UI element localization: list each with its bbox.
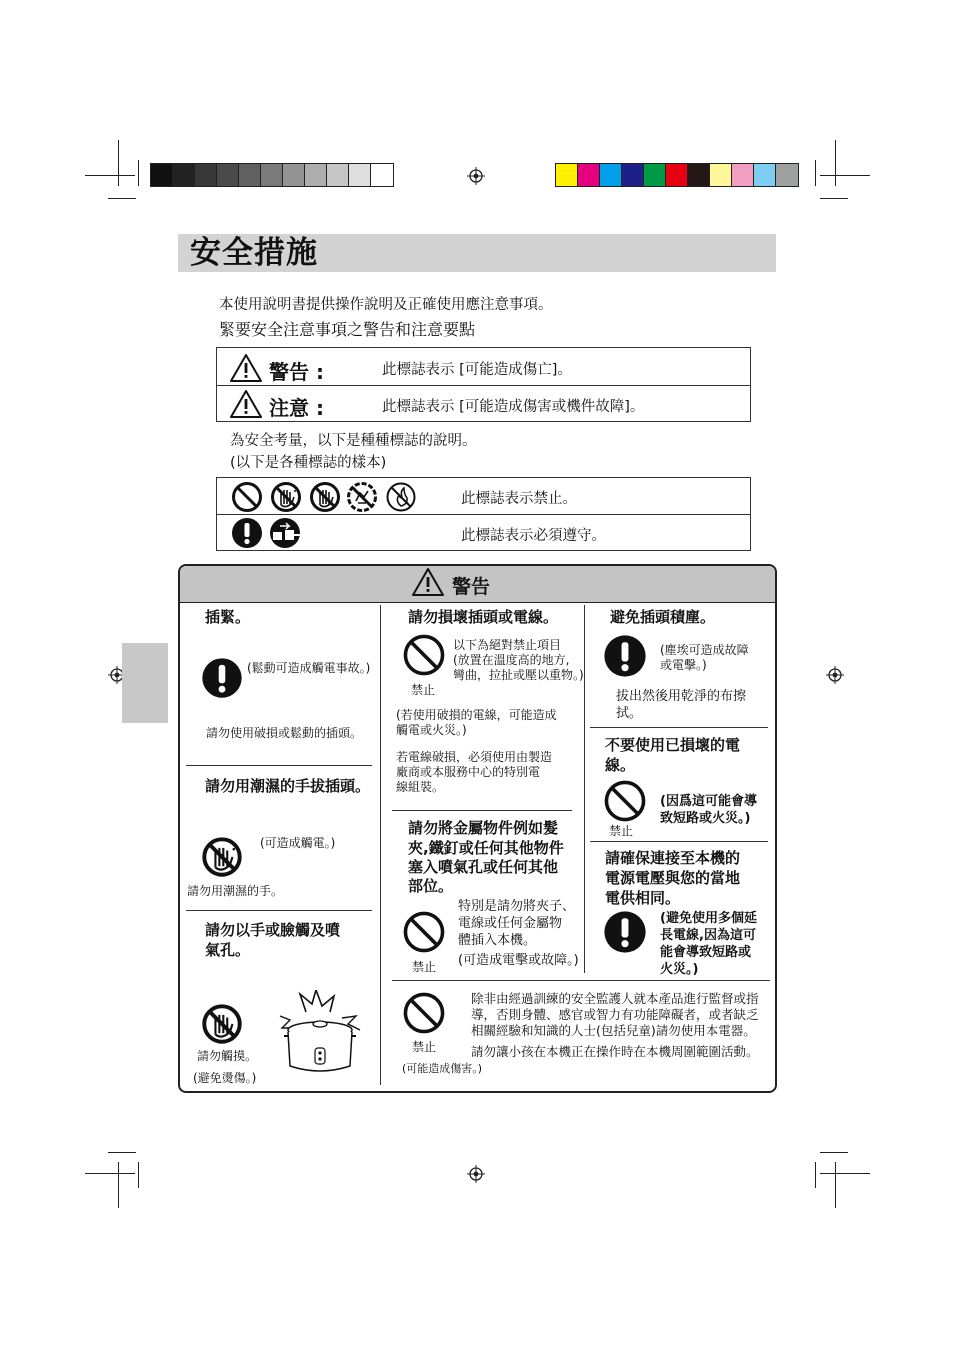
bottom-text-2: 導，否則身體、感官或智力有功能障礙者，或者缺乏 <box>471 1007 759 1022</box>
color-swatch <box>151 164 173 186</box>
no-touch-icon <box>201 1003 243 1045</box>
c2-s1-text-1: 以下為絕對禁止項目 <box>453 638 562 652</box>
intro-text: 本使用說明書提供操作說明及正確使用應注意事項。 <box>219 297 553 313</box>
no-wet-hands-icon <box>201 836 243 878</box>
crop-mark <box>138 160 139 186</box>
c3-s2-title-2: 線。 <box>605 756 636 774</box>
color-swatch <box>305 164 327 186</box>
bottom-text-3: 相關經驗和知識的人士(包括兒童)請勿使用本電器。 <box>471 1023 756 1038</box>
prohibit-icon <box>402 633 446 677</box>
color-swatch <box>283 164 305 186</box>
prohibit-icon <box>402 991 446 1035</box>
process-color-bar <box>555 163 799 187</box>
warning-panel-title: 警告 <box>452 576 491 598</box>
warning-desc: 此標誌表示 [可能造成傷亡]。 <box>382 362 572 378</box>
c3-s3-note-4: 火災。) <box>660 962 699 977</box>
color-swatch <box>371 164 393 186</box>
bottom-text-4: 請勿讓小孩在本機正在操作時在本機周圍範圍活動。 <box>471 1044 759 1059</box>
color-swatch <box>622 164 644 186</box>
color-swatch <box>349 164 371 186</box>
c1-s2-note: (可造成觸電。) <box>260 836 336 850</box>
c2-s2-text-3: 體插入本機。 <box>458 933 537 948</box>
c3-s1-text-2: 拭。 <box>616 706 643 721</box>
mandatory-icon <box>201 657 243 699</box>
c1-s2-text: 請勿用潮濕的手。 <box>187 884 284 898</box>
hazard-levels-table <box>216 347 751 422</box>
c2-s1-note-2: 觸電或火災。) <box>396 723 467 737</box>
no-disassemble-icon <box>346 481 378 513</box>
no-fire-icon <box>385 481 417 513</box>
crop-mark <box>85 1173 135 1174</box>
symbols-table <box>216 477 751 551</box>
c3-s1-note-1: (塵埃可造成故障 <box>660 643 749 657</box>
color-swatch <box>578 164 600 186</box>
unplug-icon <box>269 517 301 549</box>
intro-subtitle: 緊要安全注意事項之警告和注意要點 <box>219 320 476 339</box>
mandatory-desc: 此標誌表示必須遵守。 <box>461 528 606 544</box>
c2-s2-note: (可造成電擊或故障。) <box>458 953 579 968</box>
crop-mark <box>138 1162 139 1188</box>
c3-s2-icon-label: 禁止 <box>609 824 634 838</box>
c3-s3-note-3: 能會導致短路或 <box>660 945 752 960</box>
warning-triangle-icon <box>229 389 263 419</box>
warning-triangle-icon <box>411 567 445 597</box>
c2-s2-title-4: 部位。 <box>408 877 454 895</box>
c3-s3-title-2: 電源電壓與您的當地 <box>605 869 741 887</box>
caution-desc: 此標誌表示 [可能造成傷害或機件故障]。 <box>382 399 645 415</box>
c2-s2-text-1: 特別是請勿將夾子、 <box>458 899 576 914</box>
color-swatch <box>239 164 261 186</box>
symbols-explain: 為安全考量，以下是種種標誌的說明。 <box>230 433 477 449</box>
bottom-note: (可能造成傷害。) <box>402 1062 483 1075</box>
warning-label: 警告 : <box>269 360 324 384</box>
c3-s3-note-2: 長電線,因為這可 <box>660 928 756 943</box>
c2-s1-title: 請勿損壞插頭或電線。 <box>408 608 559 626</box>
c1-s1-title: 插緊。 <box>205 608 251 626</box>
registration-mark-icon <box>467 1165 485 1183</box>
mandatory-icon <box>603 634 647 678</box>
c2-s1-note-4: 廠商或本服務中心的特別電 <box>396 765 541 779</box>
c2-s1-text-2: (放置在溫度高的地方, <box>453 653 570 667</box>
symbols-sample-note: (以下是各種標誌的樣本) <box>230 455 387 471</box>
warning-triangle-icon <box>229 353 263 383</box>
c1-s2-title: 請勿用潮濕的手拔插頭。 <box>205 777 371 795</box>
c2-s1-note-3: 若電線破損，必須使用由製造 <box>396 750 553 764</box>
color-swatch <box>776 164 798 186</box>
crop-mark <box>118 1162 119 1208</box>
c3-s3-note-1: (避免使用多個延 <box>660 911 757 926</box>
registration-mark-icon <box>467 167 485 185</box>
crop-mark <box>815 160 816 186</box>
color-swatch <box>754 164 776 186</box>
crop-mark <box>835 140 836 186</box>
prohibit-icon <box>603 779 647 823</box>
color-swatch <box>173 164 195 186</box>
c1-s1-text: 請勿使用破損或鬆動的插頭。 <box>206 726 363 740</box>
page-title: 安全措施 <box>190 235 318 271</box>
title-bar <box>178 234 776 272</box>
crop-mark <box>820 1152 848 1153</box>
c3-s1-title: 避免插頭積塵。 <box>610 608 716 626</box>
c3-s3-title-3: 電供相同。 <box>605 889 681 907</box>
crop-mark <box>820 198 848 199</box>
color-swatch <box>600 164 622 186</box>
c2-s1-note-1: (若使用破損的電線，可能造成 <box>396 708 557 722</box>
color-swatch <box>327 164 349 186</box>
color-swatch <box>688 164 710 186</box>
c3-s3-title-1: 請確保連接至本機的 <box>605 849 741 867</box>
bottom-icon-label: 禁止 <box>412 1040 437 1054</box>
registration-mark-icon <box>826 666 844 684</box>
mandatory-icon <box>603 910 647 954</box>
c2-s1-text-3: 彎曲，拉扯或壓以重物。) <box>453 668 584 682</box>
c3-s2-title-1: 不要使用已損壞的電 <box>605 736 741 754</box>
color-swatch <box>710 164 732 186</box>
crop-mark <box>85 175 135 176</box>
prohibit-icon <box>402 910 446 954</box>
color-swatch <box>666 164 688 186</box>
grayscale-color-bar <box>150 163 394 187</box>
prohibit-desc: 此標誌表示禁止。 <box>461 491 577 507</box>
crop-mark <box>835 1162 836 1208</box>
side-tab <box>122 643 168 723</box>
no-touch-icon <box>309 481 341 513</box>
color-swatch <box>195 164 217 186</box>
color-swatch <box>732 164 754 186</box>
c1-s3-title-1: 請勿以手或臉觸及噴 <box>205 921 341 939</box>
bottom-text-1: 除非由經過訓練的安全監護人就本產品進行監督或指 <box>471 991 759 1006</box>
crop-mark <box>820 1173 870 1174</box>
c3-s2-note-1: (因爲這可能會導 <box>660 794 757 809</box>
color-swatch <box>556 164 578 186</box>
c3-s1-text-1: 拔出然後用乾淨的布擦 <box>616 689 747 704</box>
c2-s2-title-2: 夾,鐵釘或任何其他物件 <box>408 839 564 857</box>
color-swatch <box>261 164 283 186</box>
c2-s2-icon-label: 禁止 <box>412 960 437 974</box>
color-swatch <box>644 164 666 186</box>
c1-s1-note: (鬆動可造成觸電事故。) <box>247 661 371 675</box>
rice-cooker-illustration <box>276 990 364 1076</box>
c2-s2-title-3: 塞入噴氣孔或任何其他 <box>408 858 559 876</box>
no-wet-hands-icon <box>270 481 302 513</box>
prohibit-icon <box>231 481 263 513</box>
crop-mark <box>108 1152 136 1153</box>
c2-s1-icon-label: 禁止 <box>411 683 436 697</box>
crop-mark <box>108 198 136 199</box>
mandatory-icon <box>231 517 263 549</box>
c3-s2-note-2: 致短路或火災。) <box>660 811 751 826</box>
color-swatch <box>217 164 239 186</box>
crop-mark <box>815 1162 816 1188</box>
c1-s3-title-2: 氣孔。 <box>205 941 251 959</box>
c1-s3-note: (避免燙傷。) <box>193 1071 257 1085</box>
crop-mark <box>820 175 870 176</box>
c2-s2-title-1: 請勿將金屬物件例如髮 <box>408 819 559 837</box>
crop-mark <box>118 140 119 186</box>
c2-s1-note-5: 線組裝。 <box>396 780 445 794</box>
c3-s1-note-2: 或電擊。) <box>660 658 707 672</box>
caution-label: 注意 : <box>269 396 324 420</box>
c1-s3-text: 請勿觸摸。 <box>197 1049 258 1063</box>
c2-s2-text-2: 電線或任何金屬物 <box>458 916 563 931</box>
